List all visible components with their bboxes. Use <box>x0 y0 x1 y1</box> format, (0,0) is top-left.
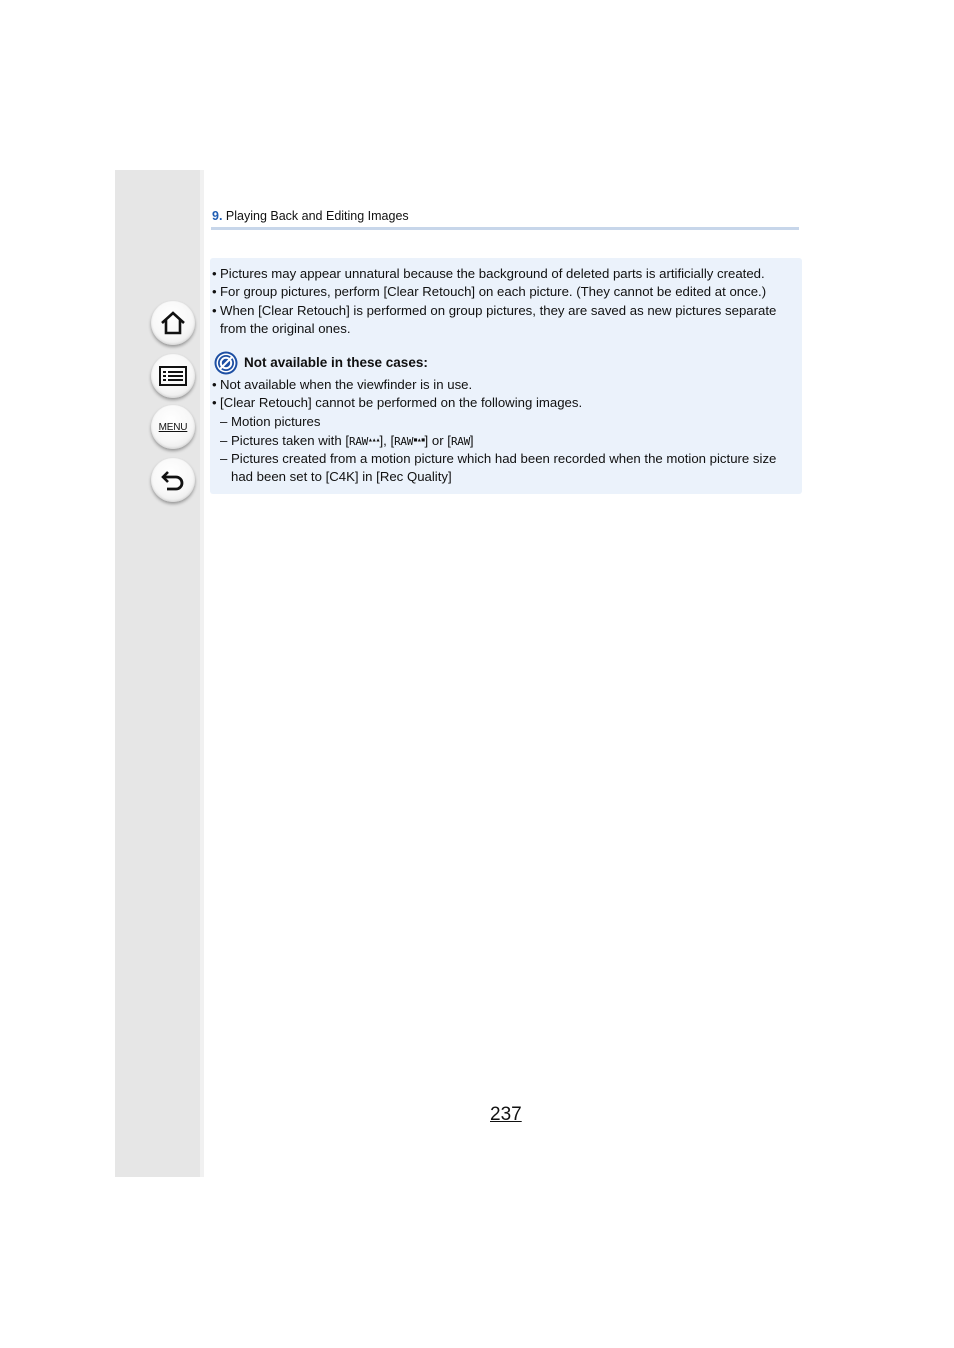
dash: – <box>220 414 228 429</box>
subitem-text: Pictures taken with <box>231 433 346 448</box>
bullet: • <box>212 395 217 410</box>
bracket: [ <box>345 433 350 448</box>
raw-fine-quality-icon <box>349 432 379 450</box>
restriction-subitem <box>220 432 474 450</box>
page-number: 237 <box>490 1104 522 1125</box>
menu-button[interactable] <box>151 405 195 449</box>
chapter-header <box>212 209 799 223</box>
raw-label: RAW <box>394 435 414 448</box>
subitem-text-continued: had been set to [C4K] in [Rec Quality] <box>231 469 452 484</box>
back-button[interactable] <box>151 458 195 502</box>
standard-quality-mark: ▪▴▪ <box>413 435 425 444</box>
note-item <box>212 266 765 282</box>
raw-only-icon: RAW <box>450 435 470 448</box>
restriction-text: Not available when the viewfinder is in use. <box>220 377 473 392</box>
header-rule <box>211 227 799 230</box>
dash: – <box>220 433 228 448</box>
raw-standard-quality-icon <box>394 432 424 450</box>
bullet: • <box>212 377 217 392</box>
home-button[interactable] <box>151 301 195 345</box>
restriction-subitem <box>220 451 776 467</box>
bracket: ] <box>379 433 384 448</box>
raw-label: RAW <box>349 435 368 448</box>
subitem-text: Motion pictures <box>231 414 321 429</box>
bullet: • <box>212 266 217 281</box>
note-text-continued: from the original ones. <box>220 321 351 336</box>
separator: or <box>428 433 448 448</box>
menu-button-label: MENU <box>158 421 188 433</box>
restriction-text: [Clear Retouch] cannot be performed on the following images. <box>220 395 583 410</box>
return-arrow-icon <box>159 468 187 492</box>
restriction-item <box>212 395 582 411</box>
bullet: • <box>212 284 217 299</box>
bracket: [ <box>447 433 451 448</box>
bracket: ] <box>469 433 474 448</box>
note-text: Pictures may appear unnatural because the background of deleted parts is artificially created. <box>220 266 765 281</box>
bracket: ] <box>424 433 429 448</box>
bullet: • <box>212 303 217 318</box>
fine-quality-mark: ▴▴▴ <box>367 435 380 444</box>
bracket: [ <box>390 433 395 448</box>
not-available-title: Not available in these cases: <box>244 355 428 370</box>
contents-button[interactable] <box>151 354 195 398</box>
restriction-item <box>212 377 472 393</box>
note-item <box>212 284 766 300</box>
separator: , <box>383 433 391 448</box>
chapter-title: Playing Back and Editing Images <box>225 209 409 223</box>
chapter-number: 9. <box>212 209 223 223</box>
list-icon <box>159 366 187 386</box>
dash: – <box>220 451 228 466</box>
sidebar-edge <box>200 170 204 1177</box>
home-icon <box>159 310 187 336</box>
note-text: When [Clear Retouch] is performed on group pictures, they are saved as new pictures separate <box>220 303 777 318</box>
subitem-text: Pictures created from a motion picture which had been recorded when the motion picture size <box>231 451 777 466</box>
restriction-subitem <box>220 414 320 430</box>
not-available-icon <box>214 351 238 375</box>
note-item <box>212 303 776 319</box>
note-text: For group pictures, perform [Clear Retouch] on each picture. (They cannot be edited at once.) <box>220 284 767 299</box>
